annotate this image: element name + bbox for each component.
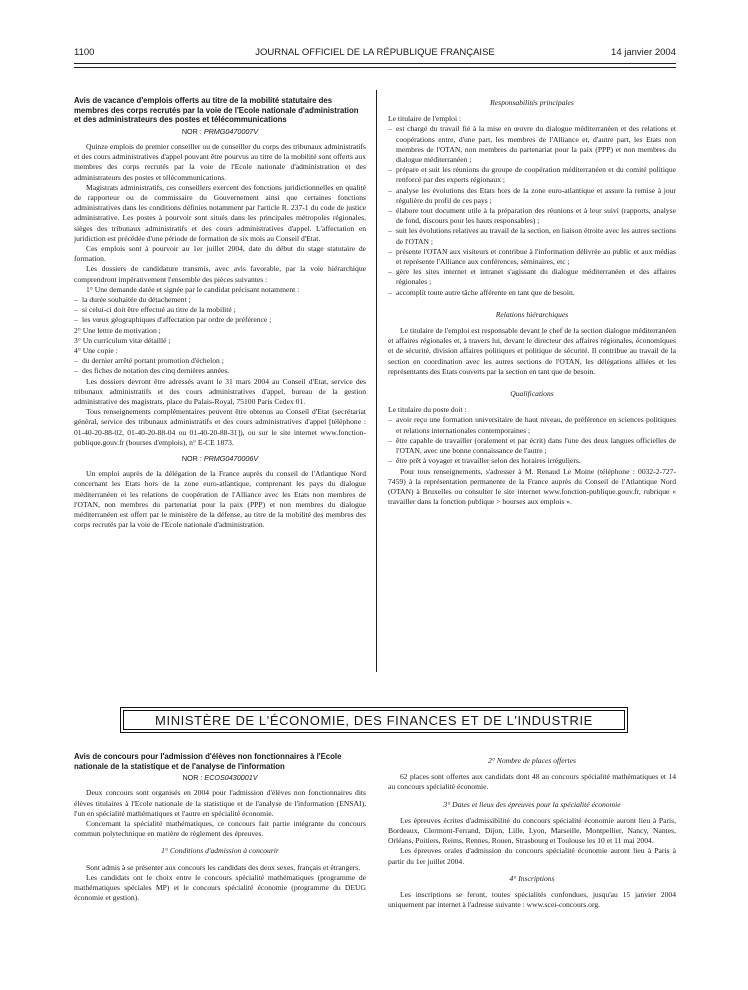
section-heading: 3° Dates et lieux des épreuves pour la spécialité économie [443,799,621,809]
nor-reference: NOR : PRMG0470006V [181,454,259,464]
section-heading: 4° Inscriptions [509,873,555,883]
list-item: – avoir reçu une formation universitaire de haut niveau, de préférence en sciences politiques et relations internationales contemporaines ; [388,415,676,435]
paragraph: Pour tous renseignements, s'adresser à M. Renaud Le Moine (téléphone : 0032-2-727-7459) à la représentation permanente de la France auprès du Conseil de l'Atlantique Nord (OTAN) à Bruxelles ou consulter le site internet www.fonction-publique.gouv.fr, rubrique « travailler dans la fonction publique > bourses aux emplois ». [388,466,676,507]
paragraph: Les épreuves écrites d'admissibilité du concours spécialité économie auront lieu à Paris, Bordeaux, Clermont-Ferrand, Dijon, Lille, Lyon, Marseille, Montpellier, Nancy, Nantes, Orléans, Poitiers, Reims, Rennes, Rouen, Strasbourg et Toulouse les 10 et 11 mai 2004. [388,815,676,846]
list-item: 4° Une copie : [74,346,118,356]
paragraph: Les dossiers de candidature transmis, avec avis favorable, par la voie hiérarchique comprendront impérativement l'ensemble des pièces suivantes : [74,264,366,284]
qualifications-list [388,415,676,466]
list-item: – élabore tout document utile à la préparation des réunions et à leur suivi (rapports, analyse de fond, discours pour les hauts responsables) ; [388,206,676,226]
header-rule [74,63,676,64]
section-heading: Relations hiérarchiques [495,309,569,319]
list-item: – du dernier arrêté portant promotion d'échelon ; [74,356,366,366]
paragraph: Deux concours sont organisés en 2004 pour l'admission d'élèves non fonctionnaires dits élèves titulaires à l'Ecole nationale de la statistique et de l'analyse de l'information (ENSAI), l'un en spécialité mathématiques et l'autre en spécialité économie. [74,788,366,818]
right-column-bottom [388,756,676,910]
list-item: 2° Une lettre de motivation ; [74,325,161,335]
paragraph: Sont admis à se présenter aux concours les candidats des deux sexes, français et étrangers. [86,862,361,872]
paragraph: Un emploi auprès de la délégation de la France auprès du conseil de l'Atlantique Nord concernant les Etats hors de la zone euro-atlantique, comprenant les pays du dialogue méditerranéen et les relations de coopération de l'Alliance avec les Etats non membres de l'OTAN, non membres du partenariat pour la paix (PPP) et non membres du dialogue méditerranéen est offert par le ministère de la défense, au titre de la mobilité des membres des corps recrutés par la voie de l'Ecole nationale d'administration. [74,469,366,530]
section-heading: Responsabilités principales [490,98,574,107]
list-item: – gère les sites internet et intranet s'agissant du dialogue méditerranéen et des affaires régionales ; [388,267,676,287]
section-heading: 2° Nombre de places offertes [488,756,576,765]
page-number: 1100 [74,47,95,58]
list-item: – si celui-ci doit être effectué au titre de la mobilité ; [74,305,366,315]
paragraph: Les dossiers devront être adressés avant le 31 mars 2004 au Conseil d'Etat, service des tribunaux administratifs et des cours administratives d'appel, bureau de la gestion administrative des magistrats, place du Palais-Royal, 75100 Paris Cedex 01. [74,376,366,407]
list-item: – présente l'OTAN aux visiteurs et contribue à l'information délivrée au public et aux médias et représente l'Alliance aux conférences, séminaires, etc ; [388,247,676,267]
paragraph: Le titulaire de l'emploi : [388,114,462,124]
paragraph: 1° Une demande datée et signée par le candidat précisant notamment : [86,284,300,294]
list-item: – accomplit toute autre tâche afférente en tant que de besoin. [388,288,676,298]
right-column-top [388,98,676,507]
list-item: – être prêt à voyager et travailler selon des horaires irréguliers. [388,456,676,466]
responsibilities-list [388,124,676,297]
competition-notice-title: Avis de concours pour l'admission d'élèves non fonctionnaires à l'Ecole nationale de la statistique et de l'analyse de l'information [74,752,342,771]
paragraph: Quinze emplois de premier conseiller ou de conseiller du corps des tribunaux administratifs et des cours administratives d'appel pouvant être pourvus au titre de la mobilité sont offerts aux membres des corps recrutés par la voie de l'Ecole nationale d'administration et des administrateurs des postes et télécommunications. [74,141,366,182]
paragraph: 62 places sont offertes aux candidats dont 48 au concours spécialité mathématiques et 14 au concours spécialité économie. [388,772,676,792]
list-item: – est chargé du travail fié à la mise en œuvre du dialogue méditerranéen et des relations et coopérations entre, d'une part, les membres de l'Alliance et, d'autre part, les Etats non membres de l'OTAN, non membres du partenariat pour la paix (PPP) et non membres du dialogue méditerranéen ; [388,124,676,165]
list-item: – les vœux géographiques d'affectation par ordre de préférence ; [74,315,366,325]
paragraph: Concernant la spécialité mathématiques, ce concours fait partie intégrante du concours commun polytechnique en matière de règlement des épreuves. [74,819,366,839]
section-heading: 1° Conditions d'admission à concourir [161,846,279,856]
list-item: 3° Un curriculum vitæ détaillé ; [74,335,171,345]
request-details-list [74,295,366,326]
left-column-top [74,96,366,531]
nor-reference: NOR : PRMG0470007V [181,126,259,136]
list-item: – analyse les évolutions des Etats hors de la zone euro-atlantique et assure la remise à jour régulière du profil de ces pays ; [388,186,676,206]
paragraph: Les candidats ont le choix entre le concours spécialité mathématiques (programme de mathématiques spéciales MP) et le concours spécialité économie (programme du DEUG économie et gestion). [74,872,366,903]
paragraph: Le titulaire de l'emploi est responsable devant le chef de la section dialogue méditerranéen et affaires régionales et, à travers lui, devant le directeur des affaires régionales, économiques et de sécurité, division affaires politiques et politique de sécurité. Il contribue au travail de la section en coordination avec les autres sections de l'OTAN, les délégations alliées et les représentants des Etats couverts par la section en tant que de besoin. [388,326,676,376]
left-column-bottom [74,752,366,903]
issue-date: 14 janvier 2004 [611,47,676,58]
list-item: – être capable de travailler (oralement et par écrit) dans l'une des deux langues officielles de l'OTAN, avec une bonne connaissance de l'autre ; [388,436,676,456]
paragraph: Les épreuves orales d'admission du concours spécialité économie auront lieu à Paris à partir du 1er juillet 2004. [388,846,676,866]
list-item: – prépare et suit les réunions du groupe de coopération méditerranéen et du comité politique renforcé par des experts régionaux ; [388,165,676,185]
list-item: – suit les évolutions relatives au travail de la section, en liaison étroite avec les autres sections de l'OTAN ; [388,226,676,246]
copy-documents-list [74,356,366,376]
ministry-name: MINISTÈRE DE L'ÉCONOMIE, DES FINANCES ET DE L'INDUSTRIE [155,713,593,728]
ministry-banner [120,707,628,733]
paragraph: Magistrats administratifs, ces conseillers exercent des fonctions juridictionnelles en qualité de rapporteur ou de commissaire du Gouvernement ainsi que certaines fonctions administratives dans les conditions définies notamment par l'article R. 237-1 du code de justice administrative. Les postes à pourvoir sont situés dans les principales métropoles régionales, sièges des tribunaux administratifs et des cours administratives d'appel. L'affectation en juridiction est précédée d'une période de formation de six mois au Conseil d'Etat. [74,182,366,243]
section-heading: Qualifications [510,389,554,399]
paragraph: Le titulaire du poste doit : [388,405,467,415]
paragraph: Les inscriptions se feront, toutes spécialités confondues, jusqu'au 15 janvier 2004 uniquement par internet à l'adresse suivante : www.scei-concours.org. [388,890,676,910]
vacancy-notice-title: Avis de vacance d'emplois offerts au titre de la mobilité statutaire des membres des corps recrutés par la voie de l'Ecole nationale d'administration et des administrateurs des postes et télécommunications [74,96,359,125]
list-item: – des fiches de notation des cinq dernières années. [74,366,366,376]
nor-reference: NOR : ECOS0430001V [182,773,258,783]
column-divider [376,90,377,672]
paragraph: Ces emplois sont à pourvoir au 1er juillet 2004, date du début du stage statutaire de formation. [74,244,366,264]
list-item: – la durée souhaitée du détachement ; [74,295,366,305]
paragraph: Tous renseignements complémentaires peuvent être obtenus au Conseil d'Etat (secrétariat général, service des tribunaux administratifs et des cours administratives d'appel [téléphone : 01-40-20-88-02, 01-40-20-88-04 ou 01-40-20-88-31]), ou sur le site internet www.fonction-publique.gouv.fr (bourses d'emplois), n° E-CE 1873. [74,407,366,447]
journal-title: JOURNAL OFFICIEL DE LA RÉPUBLIQUE FRANÇAISE [255,47,495,58]
header-rule-secondary [74,67,676,68]
page-header [74,47,676,61]
